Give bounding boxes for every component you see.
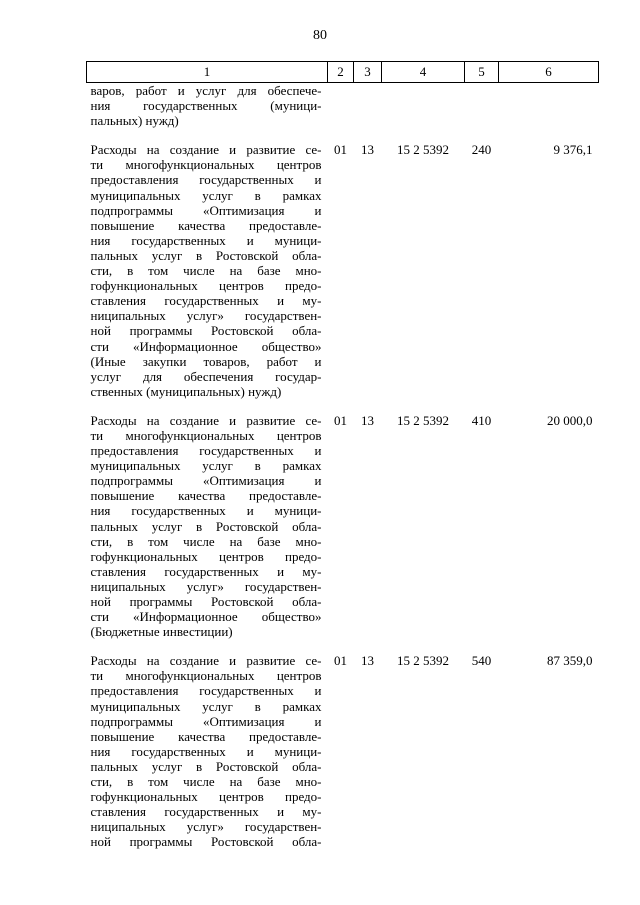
description-line: ниципальных услуг» государствен- xyxy=(90,308,322,324)
description-line: пальных услуг в Ростовской обла- xyxy=(90,247,322,263)
section-code: 01 xyxy=(334,653,347,669)
section-code xyxy=(328,83,354,134)
description-line: Расходы на создание и развитие се- xyxy=(90,412,322,428)
description-line: гофункциональных центров предо- xyxy=(90,548,322,564)
amount xyxy=(499,83,599,134)
expense-type-code: 240 xyxy=(471,142,492,158)
description-line: пальных) нужд) xyxy=(90,113,179,129)
section-code: 01 xyxy=(334,412,347,428)
page-number: 80 xyxy=(313,28,327,43)
budget-table xyxy=(86,61,599,855)
description-line: подпрограммы «Оптимизация и xyxy=(90,473,322,489)
description-line: ния государственных (муници- xyxy=(90,98,322,114)
description-line: подпрограммы «Оптимизация и xyxy=(90,713,322,729)
description-line: ния государственных и муници- xyxy=(90,503,322,519)
description-line: гофункциональных центров предо- xyxy=(90,789,322,805)
description-line: услуг для обеспечения государ- xyxy=(90,368,322,384)
description-line: сти «Информационное общество» xyxy=(90,609,322,625)
amount: 87 359,0 xyxy=(547,653,593,669)
description-line: ти многофункциональных центров xyxy=(90,668,322,684)
table-row xyxy=(87,83,599,134)
subsection-code xyxy=(354,83,382,134)
header-col-2: 2 xyxy=(328,62,354,83)
target-article-code: 15 2 5392 xyxy=(397,653,449,669)
description-line: ния государственных и муници- xyxy=(90,232,322,248)
description-line: ставления государственных и му- xyxy=(90,563,322,579)
description-line: варов, работ и услуг для обеспече- xyxy=(90,83,322,98)
row-description xyxy=(87,404,328,644)
header-col-3: 3 xyxy=(354,62,382,83)
description-line: муниципальных услуг в рамках xyxy=(90,698,322,714)
table-body xyxy=(87,83,599,855)
description-line: ти многофункциональных центров xyxy=(90,427,322,443)
description-line: повышение качества предоставле- xyxy=(90,728,322,744)
description-line: ственных (муниципальных) нужд) xyxy=(90,383,282,399)
description-line: предоставления государственных и xyxy=(90,172,322,188)
table-row xyxy=(87,404,599,644)
description-line: ниципальных услуг» государствен- xyxy=(90,578,322,594)
amount: 20 000,0 xyxy=(547,412,593,428)
table-header-row xyxy=(87,62,599,83)
target-article-code: 15 2 5392 xyxy=(397,412,449,428)
description-line: повышение качества предоставле- xyxy=(90,488,322,504)
subsection-code: 13 xyxy=(361,412,374,428)
description-line: ной программы Ростовской обла- xyxy=(90,594,322,609)
target-article-code xyxy=(382,83,465,134)
description-line: Расходы на создание и развитие се- xyxy=(90,142,322,158)
expense-type-code xyxy=(465,83,499,134)
description-line: предоставления государственных и xyxy=(90,443,322,459)
description-line: сти, в том числе на базе мно- xyxy=(90,533,322,549)
description-line: ной программы Ростовской обла- xyxy=(90,834,322,850)
row-description xyxy=(87,83,328,134)
header-col-5: 5 xyxy=(465,62,499,83)
row-description xyxy=(87,133,328,404)
section-code: 01 xyxy=(334,142,347,158)
target-article-code: 15 2 5392 xyxy=(397,142,449,158)
description-line: сти, в том числе на базе мно- xyxy=(90,263,322,279)
subsection-code: 13 xyxy=(361,142,374,158)
description-line: Расходы на создание и развитие се- xyxy=(90,653,322,669)
description-line: сти, в том числе на базе мно- xyxy=(90,774,322,790)
description-line: предоставления государственных и xyxy=(90,683,322,699)
header-col-1: 1 xyxy=(87,62,328,83)
expense-type-code: 410 xyxy=(471,412,492,428)
subsection-code: 13 xyxy=(361,653,374,669)
description-line: повышение качества предоставле- xyxy=(90,217,322,233)
description-line: ти многофункциональных центров xyxy=(90,157,322,173)
description-line: ставления государственных и му- xyxy=(90,804,322,820)
description-line: муниципальных услуг в рамках xyxy=(90,187,322,203)
description-line: ной программы Ростовской обла- xyxy=(90,323,322,339)
description-line: подпрограммы «Оптимизация и xyxy=(90,202,322,218)
description-line: пальных услуг в Ростовской обла- xyxy=(90,518,322,534)
description-line: ния государственных и муници- xyxy=(90,743,322,759)
header-col-6: 6 xyxy=(499,62,599,83)
description-line: сти «Информационное общество» xyxy=(90,338,322,354)
row-description xyxy=(87,644,328,854)
description-line: пальных услуг в Ростовской обла- xyxy=(90,758,322,774)
header-col-4: 4 xyxy=(382,62,465,83)
table-row xyxy=(87,133,599,404)
description-line: ставления государственных и му- xyxy=(90,293,322,309)
expense-type-code: 540 xyxy=(471,653,492,669)
description-line: (Бюджетные инвестиции) xyxy=(90,624,233,640)
description-line: ниципальных услуг» государствен- xyxy=(90,819,322,835)
description-line: муниципальных услуг в рамках xyxy=(90,458,322,474)
description-line: гофункциональных центров предо- xyxy=(90,278,322,294)
table-row xyxy=(87,644,599,854)
description-line: (Иные закупки товаров, работ и xyxy=(90,353,322,369)
amount: 9 376,1 xyxy=(553,142,593,158)
